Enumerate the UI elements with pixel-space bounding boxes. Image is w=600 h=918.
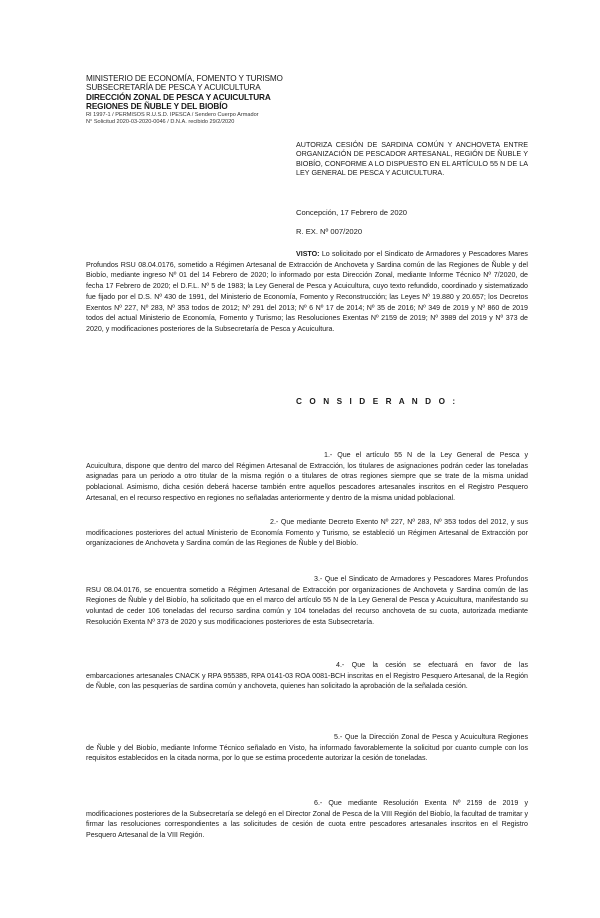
considerando-2-text: 2.- Que mediante Decreto Exento Nº 227, Nº 283, Nº 353 todos del 2012, y sus modificaciones posteriores del actual Ministerio de Economía Fomento y Turismo, se estableció un Régimen Artesanal de Extracción por organizaciones de Anchoveta y Sardina común de las Regiones de Ñuble y del Biobío. [86,518,528,548]
considerando-4-text: 4.- Que la cesión se efectuará en favor de las embarcaciones artesanales CNACK y RPA 955385, RPA 0141-03 ROA 0081-BCH inscritas en el Registro Pesquero Artesanal, de la Región de Ñuble, con las pesquerías de sardina común y anchoveta, quienes han solicitado la aprobación de la señalada cesión. [86,661,528,691]
regiones-name: REGIONES DE ÑUBLE Y DEL BIOBÍO [86,102,228,112]
considerando-1-text: 1.- Que el artículo 55 N de la Ley General de Pesca y Acuicultura, dispone que dentro del marco del Régimen Artesanal de Extracción, los titulares de asignaciones podrán ceder las toneladas asignadas para un periodo a otro titular de la misma región o a titulares de otras regiones siempre que se trate de la misma unidad poblacional. Asimismo, dicha cesión deberá hacerse también entre aquellos pescadores artesanales inscritos en el Registro Pesquero Artesanal, en el recurso respectivo en regiones no señaladas anteriormente y dentro de la misma unidad poblacional. [86,451,528,502]
letterhead [86,74,316,126]
considerando-3 [86,574,528,628]
reference-line-1: RI 1997-1 / PERMISOS R.U.S.D. IPESCA / Sendero Cuerpo Armador [86,111,259,118]
considerando-2 [86,517,528,549]
considerando-6 [86,798,528,841]
considerando-5-text: 5.- Que la Dirección Zonal de Pesca y Acuicultura Regiones de Ñuble y del Biobío, mediante Informe Técnico señalado en Visto, ha informado favorablemente la solicitud por cuanto cumple con los requisitos establecidos en la citada norma, por lo que se estima procedente autorizar la cesión de toneladas. [86,733,528,763]
considerando-4 [86,660,528,692]
resolution-title: AUTORIZA CESIÓN DE SARDINA COMÚN Y ANCHOVETA ENTRE ORGANIZACIÓN DE PESCADOR ARTESANAL, REGIÓN DE ÑUBLE Y BIOBÍO, CONFORME A LO DISPUESTO EN EL ARTÍCULO 55 N DE LA LEY GENERAL DE PESCA Y ACUICULTURA. [296,140,528,177]
considerando-1 [86,450,528,504]
subsecretaria-name: SUBSECRETARÍA DE PESCA Y ACUICULTURA [86,83,261,93]
considerando-6-text: 6.- Que mediante Resolución Exenta Nº 2159 de 2019 y modificaciones posteriores de la Subsecretaría se delegó en el Director Zonal de Pesca de la VIII Región del Biobío, la facultad de tramitar y firmar las resoluciones correspondientes a las solicitudes de cesión de cuota entre pescadores artesanales inscritos en el Registro Pesquero Artesanal de la VIII Región. [86,799,528,840]
document-date: Concepción, 17 Febrero de 2020 [296,208,408,217]
considerando-heading: C O N S I D E R A N D O : [296,397,458,406]
visto-section [86,249,528,335]
direccion-name: DIRECCIÓN ZONAL DE PESCA Y ACUICULTURA [86,92,271,102]
reference-line-2: N° Solicitud 2020-03-2020-0046 / D.N.A. recibido 29/2/2020 [86,118,235,125]
considerando-3-text: 3.- Que el Sindicato de Armadores y Pescadores Mares Profundos RSU 08.04.0176, se encuentra sometido a Régimen Artesanal de Extracción por organizaciones de Anchoveta y Sardina común de las Regiones de Ñuble y del Biobío, ha solicitado que en el marco del artículo 55 N de la Ley General de Pesca y Acuicultura, manifestando su voluntad de ceder 106 toneladas del recurso sardina común y 104 toneladas del recurso anchoveta de su cuota, autorizada mediante Resolución Exenta Nº 373 de 2020 y sus modificaciones posteriores de esta Subsecretaría. [86,575,528,626]
ministry-name: MINISTERIO DE ECONOMÍA, FOMENTO Y TURISMO [86,74,283,83]
visto-text: Lo solicitado por el Sindicato de Armadores y Pescadores Mares Profundos RSU 08.04.0176, sometido a Régimen Artesanal de Extracción de Anchoveta y Sardina común de las Regiones de Ñuble y del Biobío, mediante ingreso Nº 01 del 14 Febrero de 2020; lo informado por esta Dirección Zonal, mediante Informe Técnico Nº 7/2020, de fecha 17 Febrero de 2020; el D.F.L. Nº 5 de 1983; la Ley General de Pesca y Acuicultura, cuyo texto refundido, coordinado y sistematizado fue fijado por el D.S. Nº 430 de 1991, del Ministerio de Economía, Fomento y Reconstrucción; las Leyes Nº 19.880 y 20.657; los Decretos Exentos Nº 227, Nº 283, Nº 353 todos de 2012; Nº 291 del 2013; Nº 6 Nº 17 de 2014; Nº 35 de 2016; Nº 349 de 2019 y Nº 860 de 2019 todos del actual Ministerio de Economía, Fomento y Turismo; las Resoluciones Exentas Nº 2159 de 2019; Nº 3989 del 2019 y Nº 373 de 2020, y modificaciones posteriores de la Subsecretaría de Pesca y Acuicultura. [86,250,528,333]
resolution-number: R. EX. Nº 007/2020 [296,227,363,236]
visto-label: VISTO: [296,250,320,258]
considerando-5 [86,732,528,764]
